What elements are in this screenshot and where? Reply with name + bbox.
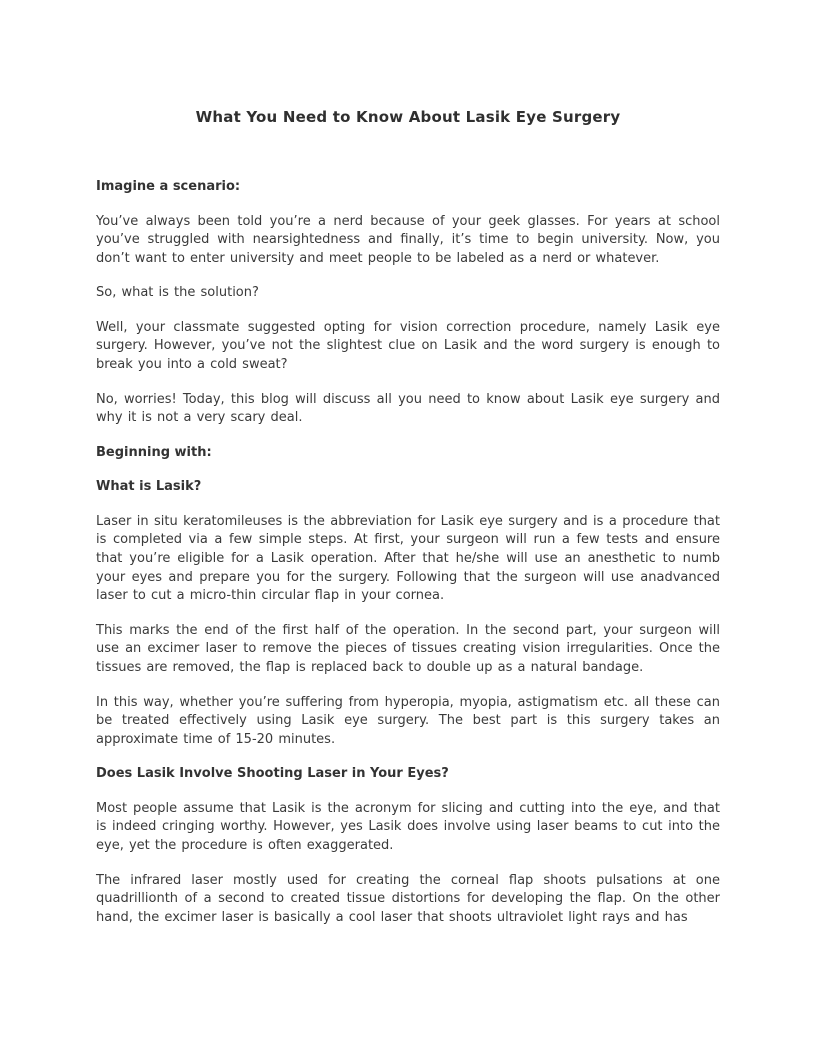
paragraph-laser-assumption: Most people assume that Lasik is the acronym for slicing and cutting into the eye, and that is indeed cringing worthy. However, yes Lasik does involve using laser beams to cut into the eye, yet the procedure is often exaggerated. [96, 800, 720, 854]
paragraph-classmate-suggestion: Well, your classmate suggested opting for vision correction procedure, namely Lasik eye surgery. However, you’ve not the slightest clue on Lasik and the word surgery is enough to break you into a cold sweat? [96, 319, 720, 373]
section-heading-beginning-with: Beginning with: [96, 444, 212, 460]
document-title-text: What You Need to Know About Lasik Eye Surgery [195, 108, 621, 126]
paragraph-solution-question: So, what is the solution? [96, 285, 259, 301]
paragraph-infrared-excimer-laser: The infrared laser mostly used for creating the corneal flap shoots pulsations at one quadrillionth of a second to created tissue distortions for developing the flap. On the other hand, the excimer laser is basically a cool laser that shoots ultraviolet light rays and has [96, 872, 720, 925]
paragraph-lasik-conditions-treated: In this way, whether you’re suffering from hyperopia, myopia, astigmatism etc. all these can be treated effectively using Lasik eye surgery. The best part is this surgery takes an approximate time of 15-20 minutes. [96, 694, 720, 747]
section-heading-shooting-laser: Does Lasik Involve Shooting Laser in Your Eyes? [96, 766, 449, 782]
paragraph-scenario-intro: You’ve always been told you’re a nerd because of your geek glasses. For years at school you’ve struggled with nearsightedness and finally, it’s time to begin university. Now, you don’t want to enter university and meet people to be labeled as a nerd or whatever. [96, 213, 720, 266]
paragraph-blog-purpose: No, worries! Today, this blog will discuss all you need to know about Lasik eye surgery and why it is not a very scary deal. [96, 391, 720, 426]
paragraph-lasik-procedure-second-half: This marks the end of the first half of the operation. In the second part, your surgeon will use an excimer laser to remove the pieces of tissues creating vision irregularities. Once the tissues are removed, the flap is replaced back to double up as a natural bandage. [96, 622, 720, 675]
document-title [96, 107, 720, 128]
paragraph-lasik-procedure-first-half: Laser in situ keratomileuses is the abbreviation for Lasik eye surgery and is a procedure that is completed via a few simple steps. At first, your surgeon will run a few tests and ensure that you’re eligible for a Lasik operation. After that he/she will use an anesthetic to numb your eyes and prepare you for the surgery. Following that the surgeon will use anadvanced laser to cut a micro-thin circular flap in your cornea. [96, 513, 720, 604]
section-heading-imagine-scenario: Imagine a scenario: [96, 179, 241, 194]
section-heading-what-is-lasik: What is Lasik? [96, 479, 202, 495]
